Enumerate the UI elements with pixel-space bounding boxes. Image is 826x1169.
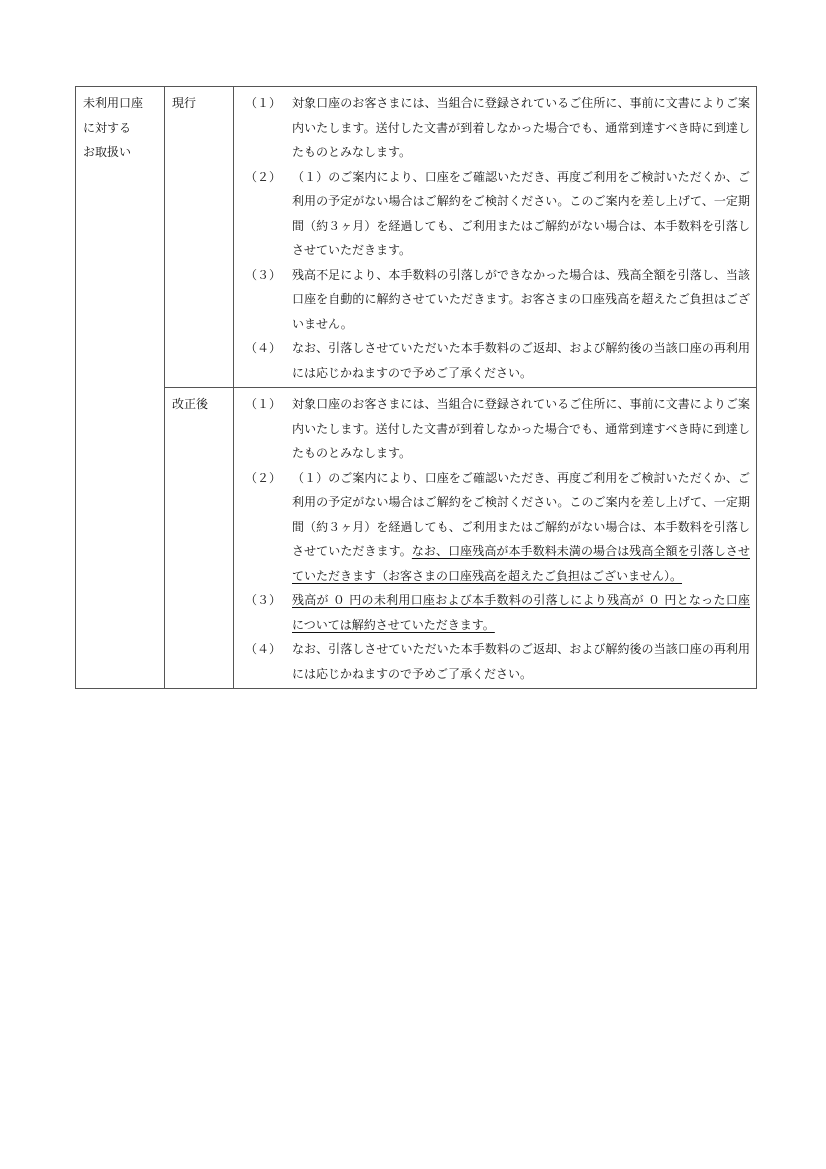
current-items — [234, 87, 757, 388]
item-text: なお、引落しさせていただいた本手数料のご返却、および解約後の当該口座の再利用には応じかねますので予めご了承ください。 — [292, 341, 750, 380]
list-item — [238, 263, 750, 337]
item-text: 残高不足により、本手数料の引落しができなかった場合は、残高全額を引落し、当該口座を自動的に解約させていただきます。お客さまの口座残高を超えたご負担はございません。 — [292, 267, 750, 331]
version-label-revised: 改正後 — [165, 388, 234, 689]
item-number: （４） — [245, 341, 282, 355]
category-line: に対する — [83, 120, 132, 135]
item-number: （２） — [245, 470, 282, 485]
category-line: お取扱い — [83, 145, 132, 159]
terms-table — [75, 86, 757, 689]
item-number: （３） — [245, 593, 282, 607]
item-text-underlined: 残高が ０ 円の未利用口座および本手数料の引落しにより残高が ０ 円となった口座については解約させていただきます。 — [292, 593, 750, 632]
category-cell — [76, 87, 165, 689]
list-item — [238, 588, 750, 637]
item-text: なお、引落しさせていただいた本手数料のご返却、および解約後の当該口座の再利用には応じかねますので予めご了承ください。 — [292, 642, 750, 681]
item-text: （１）のご案内により、口座をご確認いただき、再度ご利用をご検討いただくか、ご利用の予定がない場合はご解約をご検討ください。このご案内を差し上げて、一定期間（約３ヶ月）を経過しても、ご利用またはご解約がない場合は、本手数料を引落しさせていただきます。 — [292, 470, 750, 558]
item-text-underlined: なお、口座残高が本手数料未満の場合は残高全額を引落しさせていただきます（お客さまの口座残高を超えたご負担はございません）。 — [292, 544, 750, 583]
revised-items — [234, 388, 757, 689]
item-number: （１） — [245, 96, 282, 110]
item-text: （１）のご案内により、口座をご確認いただき、再度ご利用をご検討いただくか、ご利用の予定がない場合はご解約をご検討ください。このご案内を差し上げて、一定期間（約３ヶ月）を経過しても、ご利用またはご解約がない場合は、本手数料を引落しさせていただきます。 — [292, 169, 750, 257]
list-item — [238, 91, 750, 165]
item-number: （４） — [245, 642, 282, 656]
item-number: （３） — [245, 267, 282, 282]
list-item — [238, 165, 750, 263]
list-item — [238, 637, 750, 686]
version-label-current: 現行 — [165, 87, 234, 388]
list-item — [238, 466, 750, 589]
current-row — [76, 87, 757, 388]
item-number: （２） — [245, 169, 282, 184]
list-item — [238, 336, 750, 385]
item-number: （１） — [245, 397, 282, 411]
list-item — [238, 392, 750, 466]
item-text: 対象口座のお客さまには、当組合に登録されているご住所に、事前に文書によりご案内いたします。送付した文書が到着しなかった場合でも、通常到達すべき時に到達したものとみなします。 — [292, 397, 750, 460]
item-text-wrapper — [292, 466, 750, 589]
category-line: 未利用口座 — [83, 96, 144, 110]
revised-row — [76, 388, 757, 689]
item-text: 対象口座のお客さまには、当組合に登録されているご住所に、事前に文書によりご案内いたします。送付した文書が到着しなかった場合でも、通常到達すべき時に到達したものとみなします。 — [292, 96, 750, 159]
